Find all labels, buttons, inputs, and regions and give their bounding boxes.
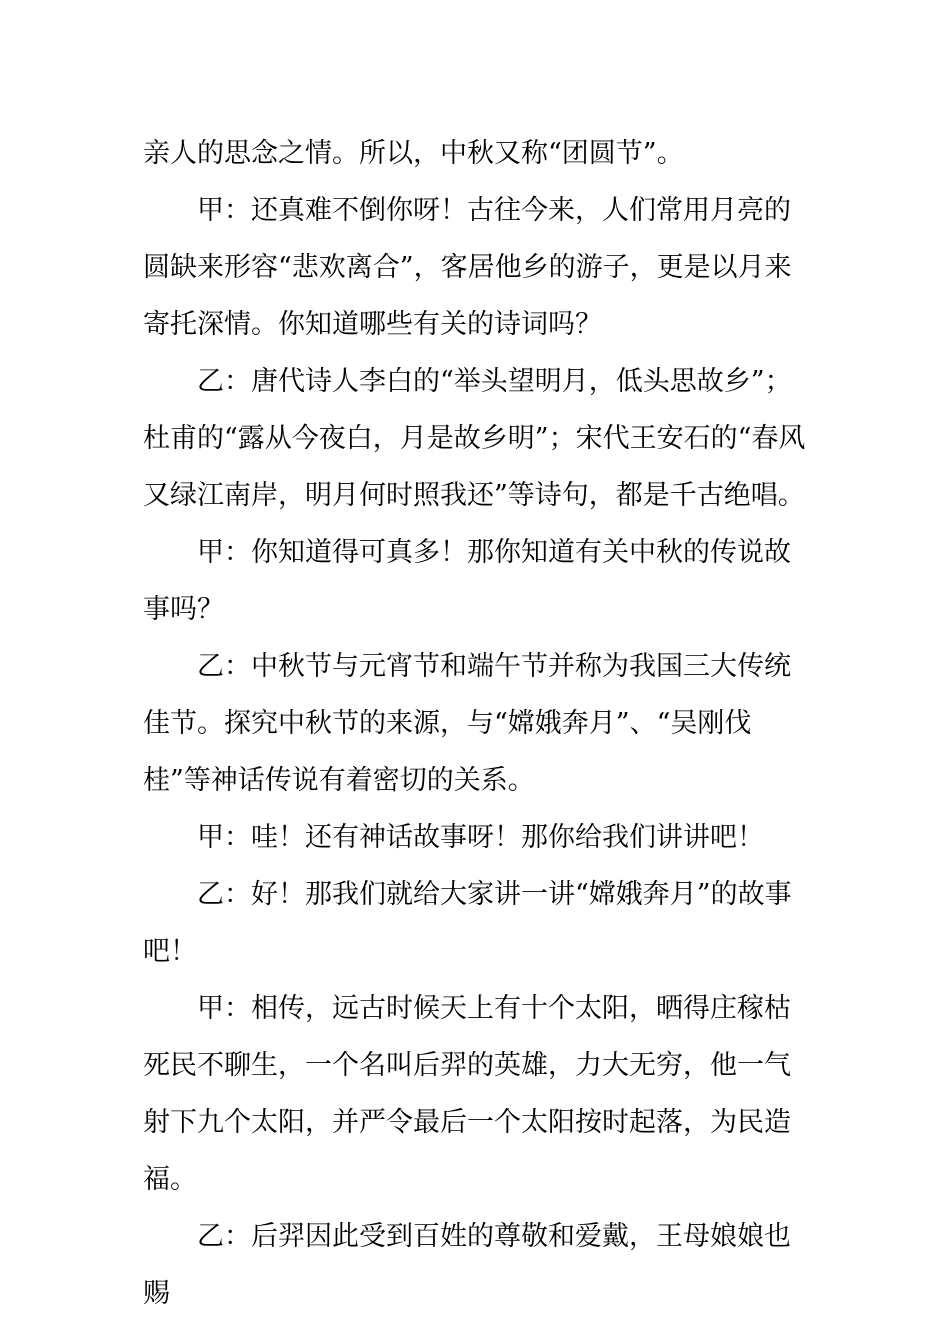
paragraph-yi-houyi-continued: 乙：后羿因此受到百姓的尊敬和爱戴，王母娘娘也赐 — [143, 1221, 791, 1309]
paragraph-jia-legend-question: 甲：你知道得可真多！那你知道有关中秋的传说故事吗？ — [143, 537, 791, 625]
paragraph-yi-agree: 乙：好！那我们就给大家讲一讲“嫦娥奔月”的故事吧！ — [143, 879, 792, 967]
paragraph-continuation: 亲人的思念之情。所以，中秋又称“团圆节”。 — [143, 138, 684, 169]
paragraph-yi-poems: 乙：唐代诗人李白的“举头望明月，低头思故乡”；杜甫的“露从今夜白，月是故乡明”；宋代王安石的“春风又绿江南岸，明月何时照我还”等诗句，都是千古绝唱。 — [143, 366, 806, 511]
document-body — [143, 125, 807, 1322]
paragraph-jia-poetry-question: 甲：还真难不倒你呀！古往今来，人们常用月亮的圆缺来形容“悲欢离合”，客居他乡的游子，更是以月来寄托深情。你知道哪些有关的诗词吗？ — [143, 195, 792, 340]
paragraph-yi-festival-origin: 乙：中秋节与元宵节和端午节并称为我国三大传统佳节。探究中秋节的来源，与“嫦娥奔月”、“吴刚伐桂”等神话传说有着密切的关系。 — [143, 651, 791, 796]
paragraph-jia-houyi-legend: 甲：相传，远古时候天上有十个太阳，晒得庄稼枯死民不聊生，一个名叫后羿的英雄，力大无穷，他一气射下九个太阳，并严令最后一个太阳按时起落，为民造福。 — [143, 993, 791, 1195]
paragraph-jia-request: 甲：哇！还有神话故事呀！那你给我们讲讲吧！ — [197, 822, 764, 853]
